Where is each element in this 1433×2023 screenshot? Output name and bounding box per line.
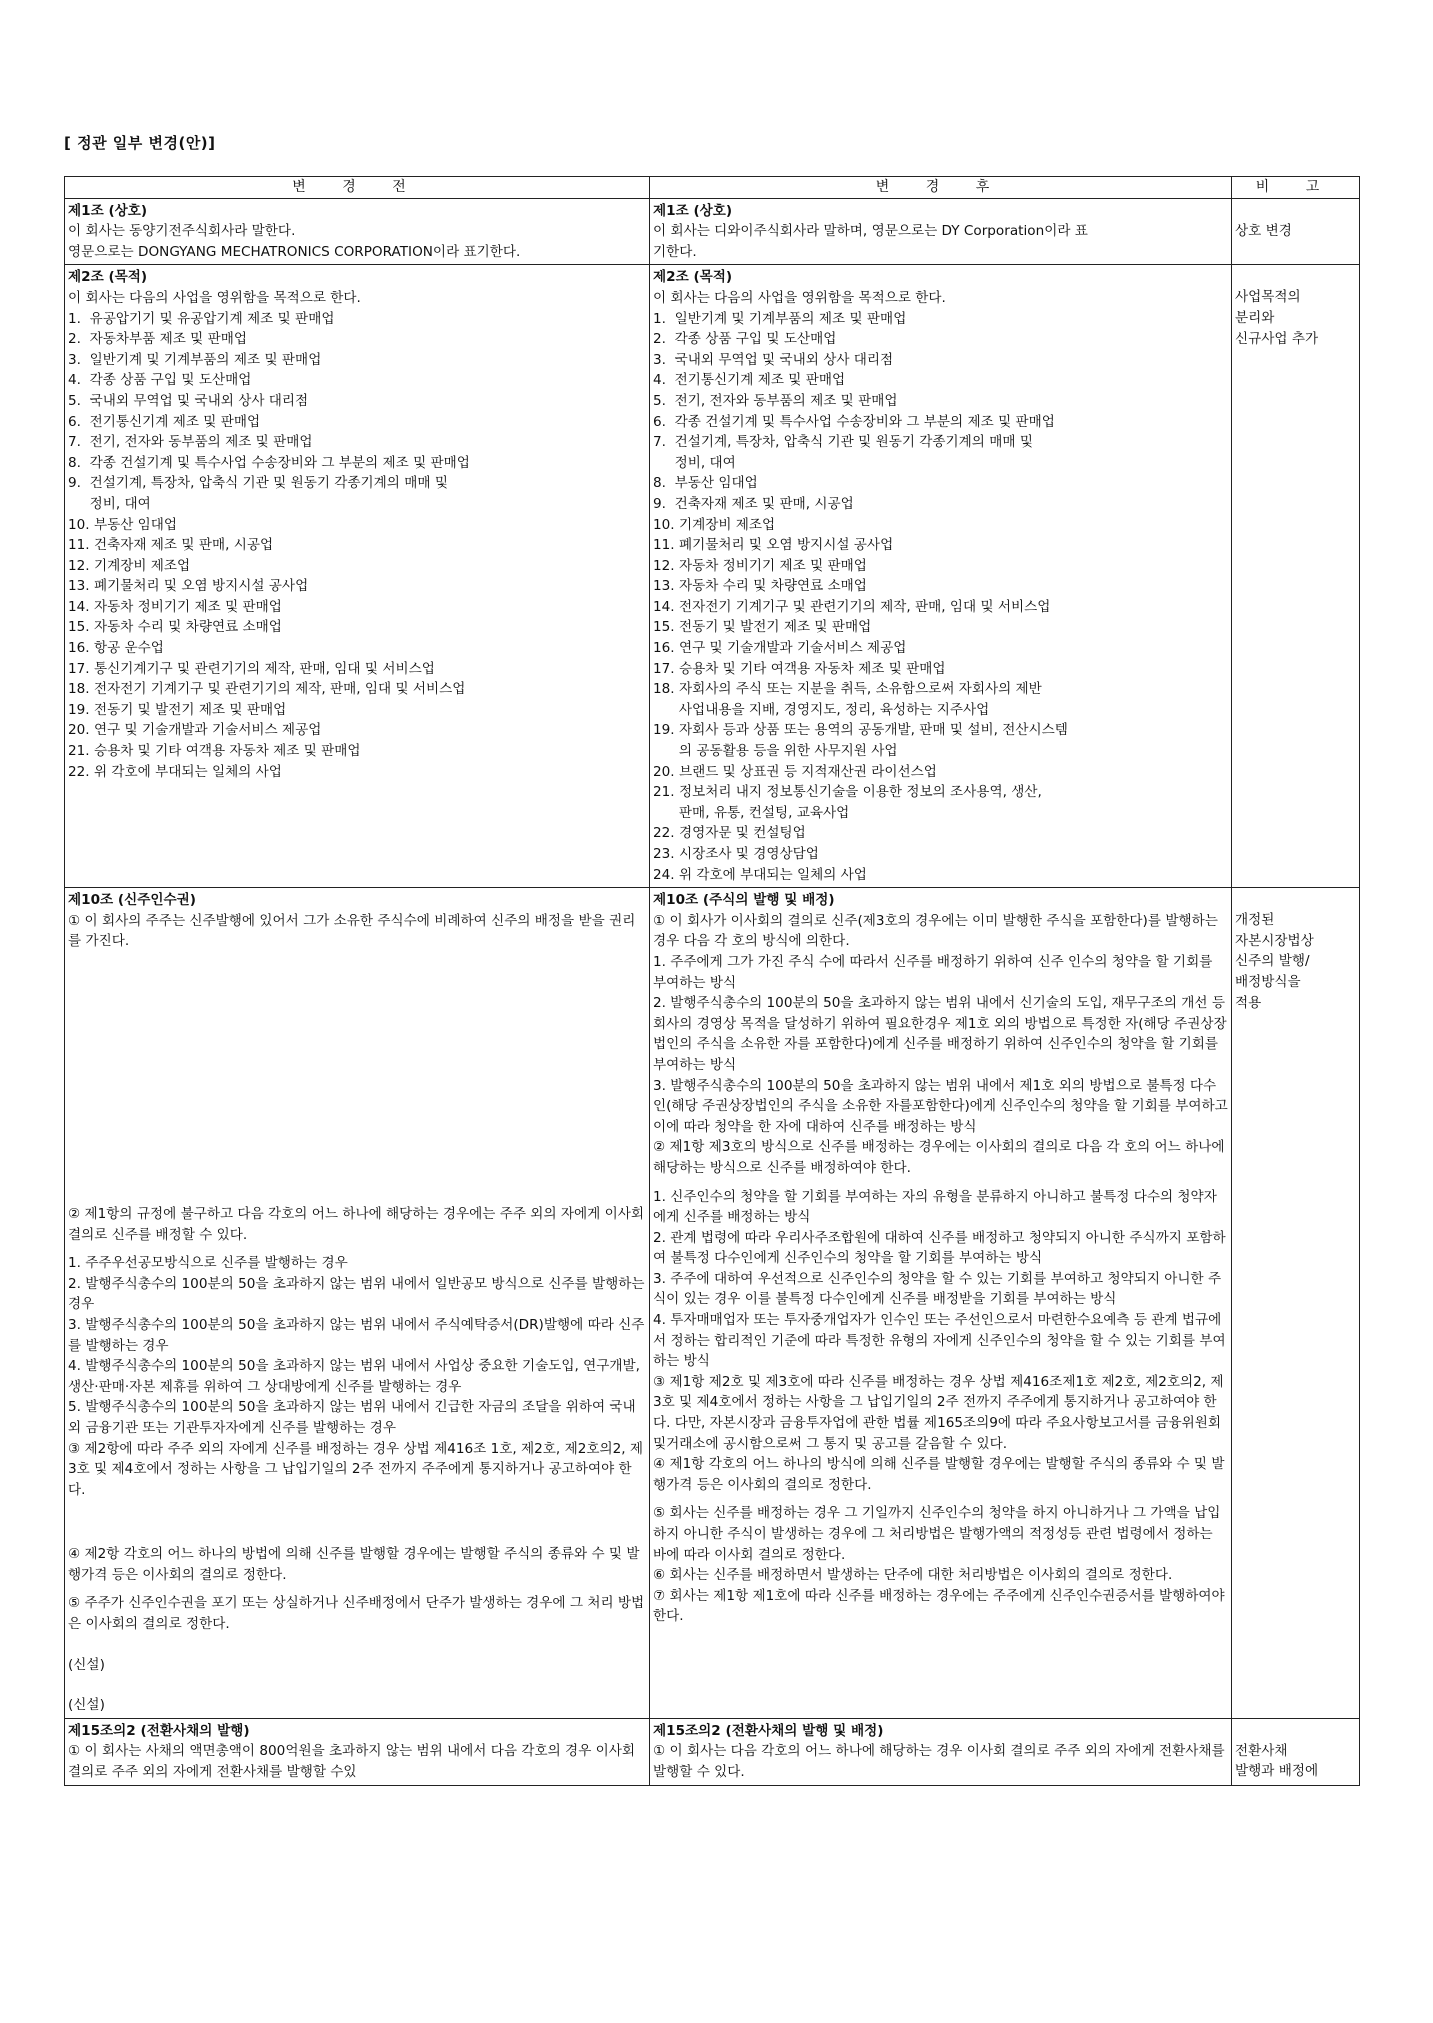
- purpose-item: 이 회사는 다음의 사업을 영위함을 목적으로 한다.: [68, 289, 361, 306]
- purpose-item: 16. 항공 운수업: [68, 640, 164, 657]
- list-item: 3. 주주에 대하여 우선적으로 신주인수의 청약을 할 수 있는 기회를 부여하고 청약되지 아니한 주식이 있는 경우 이를 불특정 다수인에게 신주를 배정받을 기회를 부여하는 방식: [653, 1270, 1222, 1308]
- paragraph-5: ⑤ 주주가 신주인수권을 포기 또는 상실하거나 신주배정에서 단주가 발생하는 경우에 그 처리 방법은 이사회의 결의로 정한다.: [68, 1595, 645, 1633]
- article-2-after-lines: [653, 288, 1228, 885]
- note-line: 사업목적의: [1235, 289, 1301, 306]
- purpose-item: 19. 자회사 등과 상품 또는 용역의 공동개발, 판매 및 설비, 전산시스템: [653, 722, 1068, 739]
- paragraph-5: ⑤ 회사는 신주를 배정하는 경우 그 기일까지 신주인수의 청약을 하지 아니하거나 그 가액을 납입하지 아니한 주식이 발생하는 경우에 그 처리방법은 발행가액의 적정성등 관련 법령에서 정하는 바에 따라 이사회 결의로 정한다.: [653, 1505, 1221, 1563]
- list-item: 4. 발행주식총수의 100분의 50을 초과하지 않는 범위 내에서 사업상 중요한 기술도입, 연구개발, 생산·판매·자본 제휴를 위하여 그 상대방에게 신주를 발행하는 경우: [68, 1358, 640, 1395]
- purpose-item: 1. 일반기계 및 기계부품의 제조 및 판매업: [653, 310, 907, 327]
- list-item: 5. 발행주식총수의 100분의 50을 초과하지 않는 범위 내에서 긴급한 자금의 조달을 위하여 국내외 금융기관 또는 기관투자자에게 신주를 발행하는 경우: [68, 1399, 636, 1436]
- list-item: 3. 발행주식총수의 100분의 50을 초과하지 않는 범위 내에서 제1호 외의 방법으로 불특정 다수인(해당 주권상장법인의 주식을 소유한 자를포함한다)에게 신주인수의 청약을 할 기회를 부여하고 이에 따라 청약을 한 자에 대하여 신주를 배정하는 방식: [653, 1077, 1228, 1135]
- text-line: 영문으로는 DONGYANG MECHATRONICS CORPORATION이라 표기한다.: [68, 243, 521, 260]
- purpose-item: 12. 기계장비 제조업: [68, 557, 191, 574]
- article-1-after: [650, 198, 1232, 265]
- list-item: 2. 관계 법령에 따라 우리사주조합원에 대하여 신주를 배정하고 청약되지 아니한 주식까지 포함하여 불특정 다수인에게 신주인수의 청약을 할 기회를 부여하는 방식: [653, 1229, 1226, 1267]
- purpose-item: 20. 연구 및 기술개발과 기술서비스 제공업: [68, 722, 322, 739]
- purpose-item: 8. 각종 건설기계 및 특수사업 수송장비와 그 부분의 제조 및 판매업: [68, 454, 470, 471]
- text-line: 기한다.: [653, 243, 697, 260]
- article-1-note: [1232, 198, 1360, 265]
- purpose-item: 의 공동활용 등을 위한 사무지원 사업: [653, 743, 898, 760]
- purpose-item: 2. 각종 상품 구입 및 도산매업: [653, 331, 837, 348]
- paragraph-1: ① 이 회사가 이사회의 결의로 신주(제3호의 경우에는 이미 발행한 주식을 포함한다)를 발행하는 경우 다음 각 호의 방식에 의한다.: [653, 912, 1218, 950]
- article-heading: 제15조의2 (전환사채의 발행): [68, 1722, 250, 1739]
- article-15-2-after: [650, 1718, 1232, 1785]
- paragraph-4: ④ 제2항 각호의 어느 하나의 방법에 의해 신주를 발행할 경우에는 발행할 주식의 종류와 수 및 발행가격 등은 이사회의 결의로 정한다.: [68, 1546, 640, 1583]
- purpose-item: 사업내용을 지배, 경영지도, 정리, 육성하는 지주사업: [653, 701, 990, 718]
- article-1-before: [65, 198, 650, 265]
- purpose-item: 정비, 대여: [653, 454, 736, 471]
- purpose-item: 22. 경영자문 및 컨설팅업: [653, 825, 806, 842]
- purpose-item: 7. 건설기계, 특장차, 압축식 기관 및 원동기 각종기계의 매매 및: [653, 434, 1033, 451]
- list-item: 2. 발행주식총수의 100분의 50을 초과하지 않는 범위 내에서 일반공모 방식으로 신주를 발행하는 경우: [68, 1275, 645, 1313]
- article-2-note: [1232, 265, 1360, 888]
- article-heading: 제2조 (목적): [68, 269, 148, 286]
- article-10-before: [65, 888, 650, 1719]
- paragraph-2: ② 제1항 제3호의 방식으로 신주를 배정하는 경우에는 이사회의 결의로 다음 각 호의 어느 하나에 해당하는 방식으로 신주를 배정하여야 한다.: [653, 1139, 1225, 1176]
- header-row: [65, 177, 1360, 199]
- purpose-item: 20. 브랜드 및 상표권 등 지적재산권 라이선스업: [653, 763, 937, 780]
- purpose-item: 9. 건설기계, 특장차, 압축식 기관 및 원동기 각종기계의 매매 및: [68, 475, 448, 492]
- purpose-item: 3. 국내외 무역업 및 국내외 상사 대리점: [653, 351, 894, 368]
- purpose-item: 22. 위 각호에 부대되는 일체의 사업: [68, 763, 282, 780]
- paragraph-1: ① 이 회사는 다음 각호의 어느 하나에 해당하는 경우 이사회 결의로 주주 외의 자에게 전환사채를 발행할 수 있다.: [653, 1743, 1225, 1781]
- purpose-item: 5. 전기, 전자와 동부품의 제조 및 판매업: [653, 392, 898, 409]
- purpose-item: 21. 정보처리 내지 정보통신기술을 이용한 정보의 조사용역, 생산,: [653, 784, 1042, 801]
- purpose-item: 2. 자동차부품 제조 및 판매업: [68, 331, 248, 348]
- purpose-item: 12. 자동차 정비기기 제조 및 판매업: [653, 557, 867, 574]
- list-item: 4. 투자매매업자 또는 투자중개업자가 인수인 또는 주선인으로서 마련한수요예측 등 관계 법규에서 정하는 합리적인 기준에 따라 특정한 유형의 자에게 신주인수의 청약을 할 수 있는 기회를 부여하는 방식: [653, 1312, 1226, 1370]
- article-2-after: [650, 265, 1232, 888]
- paragraph-3: ③ 제2항에 따라 주주 외의 자에게 신주를 배정하는 경우 상법 제416조 1호, 제2호, 제2호의2, 제3호 및 제4호에서 정하는 사항을 그 납입기일의 2주 전까지 주주에게 통지하거나 공고하여야 한다.: [68, 1440, 644, 1498]
- article-10-note: [1232, 888, 1360, 1719]
- purpose-item: 21. 승용차 및 기타 여객용 자동차 제조 및 판매업: [68, 743, 361, 760]
- purpose-item: 4. 전기통신기계 제조 및 판매업: [653, 372, 846, 389]
- note-line: 배정방식을: [1235, 973, 1301, 990]
- header-before: 변 경 전: [65, 177, 650, 199]
- note-line: 신규사업 추가: [1235, 330, 1319, 347]
- note-line: 자본시장법상: [1235, 932, 1314, 949]
- purpose-item: 13. 자동차 수리 및 차량연료 소매업: [653, 578, 867, 595]
- purpose-item: 6. 각종 건설기계 및 특수사업 수송장비와 그 부분의 제조 및 판매업: [653, 413, 1055, 430]
- new-clause-marker: (신설): [68, 1697, 105, 1714]
- article-2-row: [65, 265, 1360, 888]
- article-15-2-row: [65, 1718, 1360, 1785]
- paragraph-4: ④ 제1항 각호의 어느 하나의 방식에 의해 신주를 발행할 경우에는 발행할 주식의 종류와 수 및 발행가격 등은 이사회의 결의로 정한다.: [653, 1456, 1225, 1493]
- article-15-2-before: [65, 1718, 650, 1785]
- purpose-item: 판매, 유통, 컨설팅, 교육사업: [653, 804, 850, 821]
- paragraph-3: ③ 제1항 제2호 및 제3호에 따라 신주를 배정하는 경우 상법 제416조제1호 제2호, 제2호의2, 제3호 및 제4호에서 정하는 사항을 그 납입기일의 2주 전까지 주주에게 통지하거나 공고하여야 한다. 다만, 자본시장과 금융투자업에 관한 법률 제165조의9에 따라 주요사항보고서를 금융위원회 및거래소에 공시함으로써 그 통지 및 공고를 갈음할 수 있다.: [653, 1373, 1224, 1452]
- list-item: 2. 발행주식총수의 100분의 50을 초과하지 않는 범위 내에서 신기술의 도입, 재무구조의 개선 등 회사의 경영상 목적을 달성하기 위하여 필요한경우 제1호 외의 방법으로 특정한 자(해당 주권상장법인의 주식을 소유한 자를 포함한다)에게 신주를 배정하기 위하여 신주인수의 청약을 할 기회를 부여하는 방식: [653, 995, 1227, 1073]
- purpose-item: 14. 전자전기 기계기구 및 관련기기의 제작, 판매, 임대 및 서비스업: [653, 598, 1051, 615]
- header-note: 비 고: [1232, 177, 1360, 199]
- purpose-item: 9. 건축자재 제조 및 판매, 시공업: [653, 495, 854, 512]
- purpose-item: 14. 자동차 정비기기 제조 및 판매업: [68, 598, 282, 615]
- purpose-item: 15. 전동기 및 발전기 제조 및 판매업: [653, 619, 872, 636]
- article-heading: 제10조 (신주인수권): [68, 892, 196, 909]
- list-item: 1. 신주인수의 청약을 할 기회를 부여하는 자의 유형을 분류하지 아니하고 불특정 다수의 청약자에게 신주를 배정하는 방식: [653, 1188, 1217, 1226]
- new-clause-marker: (신설): [68, 1656, 105, 1673]
- article-2-before-lines: [68, 288, 646, 782]
- text-line: 이 회사는 디와이주식회사라 말하며, 영문으로는 DY Corporation이라 표: [653, 223, 1088, 240]
- purpose-item: 17. 통신기계기구 및 관련기기의 제작, 판매, 임대 및 서비스업: [68, 660, 435, 677]
- purpose-item: 24. 위 각호에 부대되는 일체의 사업: [653, 866, 867, 883]
- article-heading: 제1조 (상호): [68, 202, 148, 219]
- paragraph-2: ② 제1항의 규정에 불구하고 다음 각호의 어느 하나에 해당하는 경우에는 주주 외의 자에게 이사회 결의로 신주를 배정할 수 있다.: [68, 1205, 645, 1243]
- list-item: 1. 주주우선공모방식으로 신주를 발행하는 경우: [68, 1255, 348, 1272]
- list-item: 3. 발행주식총수의 100분의 50을 초과하지 않는 범위 내에서 주식예탁증서(DR)발행에 따라 신주를 발행하는 경우: [68, 1316, 645, 1354]
- note-text: 상호 변경: [1235, 222, 1292, 239]
- note-line: 개정된: [1235, 912, 1275, 929]
- purpose-item: 10. 부동산 임대업: [68, 516, 178, 533]
- purpose-item: 18. 자회사의 주식 또는 지분을 취득, 소유함으로써 자회사의 제반: [653, 681, 1042, 698]
- paragraph-6: ⑥ 회사는 신주를 배정하면서 발생하는 단주에 대한 처리방법은 이사회의 결의로 정한다.: [653, 1567, 1173, 1584]
- purpose-item: 19. 전동기 및 발전기 제조 및 판매업: [68, 701, 287, 718]
- document-title: [ 정관 일부 변경(안)]: [64, 134, 216, 152]
- purpose-item: 3. 일반기계 및 기계부품의 제조 및 판매업: [68, 351, 322, 368]
- purpose-item: 정비, 대여: [68, 495, 151, 512]
- purpose-item: 17. 승용차 및 기타 여객용 자동차 제조 및 판매업: [653, 660, 946, 677]
- article-heading: 제1조 (상호): [653, 202, 733, 219]
- paragraph-1: ① 이 회사는 사채의 액면총액이 800억원을 초과하지 않는 범위 내에서 다음 각호의 경우 이사회 결의로 주주 외의 자에게 전환사채를 발행할 수있: [68, 1743, 636, 1781]
- article-1-row: [65, 198, 1360, 265]
- note-line: 분리와: [1235, 309, 1275, 326]
- article-2-before: [65, 265, 650, 888]
- purpose-item: 이 회사는 다음의 사업을 영위함을 목적으로 한다.: [653, 289, 946, 306]
- purpose-item: 11. 폐기물처리 및 오염 방지시설 공사업: [653, 537, 894, 554]
- purpose-item: 16. 연구 및 기술개발과 기술서비스 제공업: [653, 640, 907, 657]
- purpose-item: 23. 시장조사 및 경영상담업: [653, 846, 819, 862]
- purpose-item: 4. 각종 상품 구입 및 도산매업: [68, 372, 252, 389]
- purpose-item: 11. 건축자재 제조 및 판매, 시공업: [68, 537, 274, 554]
- purpose-item: 8. 부동산 임대업: [653, 475, 758, 492]
- list-item: 1. 주주에게 그가 가진 주식 수에 따라서 신주를 배정하기 위하여 신주 인수의 청약을 할 기회를 부여하는 방식: [653, 953, 1213, 991]
- note-line: 적용: [1235, 994, 1262, 1011]
- article-10-row: [65, 888, 1360, 1719]
- note-line: 전환사채: [1235, 1742, 1288, 1759]
- article-10-after: [650, 888, 1232, 1719]
- paragraph-1: ① 이 회사의 주주는 신주발행에 있어서 그가 소유한 주식수에 비례하여 신주의 배정을 받을 권리를 가진다.: [68, 912, 636, 950]
- article-heading: 제10조 (주식의 발행 및 배정): [653, 892, 835, 909]
- purpose-item: 13. 폐기물처리 및 오염 방지시설 공사업: [68, 578, 309, 595]
- note-line: 발행과 배정에: [1235, 1763, 1319, 1780]
- article-heading: 제15조의2 (전환사채의 발행 및 배정): [653, 1722, 884, 1739]
- purpose-item: 15. 자동차 수리 및 차량연료 소매업: [68, 619, 282, 636]
- note-line: 신주의 발행/: [1235, 953, 1310, 970]
- article-15-2-note: [1232, 1718, 1360, 1785]
- purpose-item: 5. 국내외 무역업 및 국내외 상사 대리점: [68, 392, 309, 409]
- header-after: 변 경 후: [650, 177, 1232, 199]
- purpose-item: 18. 전자전기 기계기구 및 관련기기의 제작, 판매, 임대 및 서비스업: [68, 681, 466, 698]
- paragraph-7: ⑦ 회사는 제1항 제1호에 따라 신주를 배정하는 경우에는 주주에게 신주인수권증서를 발행하여야 한다.: [653, 1587, 1225, 1625]
- text-line: 이 회사는 동양기전주식회사라 말한다.: [68, 223, 296, 240]
- purpose-item: 10. 기계장비 제조업: [653, 516, 776, 533]
- purpose-item: 1. 유공압기기 및 유공압기계 제조 및 판매업: [68, 310, 335, 327]
- amendment-table: [64, 176, 1360, 1786]
- purpose-item: 6. 전기통신기계 제조 및 판매업: [68, 413, 261, 430]
- purpose-item: 7. 전기, 전자와 동부품의 제조 및 판매업: [68, 434, 313, 451]
- article-heading: 제2조 (목적): [653, 269, 733, 286]
